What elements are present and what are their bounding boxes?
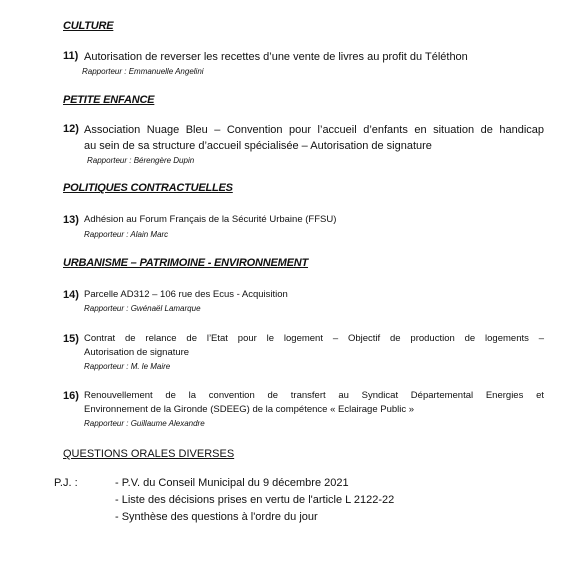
item-number: 12) [63, 123, 79, 135]
item-number: 16) [63, 390, 79, 402]
pj-item: - P.V. du Conseil Municipal du 9 décembre 2021 [115, 477, 349, 489]
questions-orales-heading: QUESTIONS ORALES DIVERSES [63, 448, 235, 460]
item-title: Renouvellement de la convention de transfert au Syndicat Départemental Energies et Environnement de la Gironde (SDEEG) de la compétence « Eclairage Public » [84, 390, 544, 415]
item-number: 11) [63, 50, 79, 62]
item-title: Autorisation de reverser les recettes d’une vente de livres au profit du Téléthon [84, 51, 468, 63]
section-heading-politiques-contractuelles: POLITIQUES CONTRACTUELLES [63, 182, 233, 194]
item-title: Association Nuage Bleu – Convention pour l’accueil d’enfants en situation de handicap au sein de sa structure d’accueil spécialisée – Autorisation de signature [84, 124, 544, 152]
item-title: Adhésion au Forum Français de la Sécurité Urbaine (FFSU) [84, 214, 337, 225]
pj-item: - Synthèse des questions à l'ordre du jour [115, 511, 318, 523]
item-number: 15) [63, 333, 79, 345]
pj-item: - Liste des décisions prises en vertu de l'article L 2122-22 [115, 494, 395, 506]
item-rapporteur: Rapporteur : M. le Maire [84, 362, 171, 371]
item-title: Parcelle AD312 – 106 rue des Ecus - Acquisition [84, 289, 288, 300]
pj-list [115, 475, 394, 526]
section-heading-culture: CULTURE [63, 20, 114, 32]
pj-label: P.J. : [54, 477, 78, 489]
item-number: 14) [63, 289, 79, 301]
item-number: 13) [63, 214, 79, 226]
item-title: Contrat de relance de l’Etat pour le logement – Objectif de production de logements – Autorisation de signature [84, 333, 544, 358]
section-heading-urbanisme: URBANISME – PATRIMOINE - ENVIRONNEMENT [63, 257, 309, 269]
item-rapporteur: Rapporteur : Bérengère Dupin [87, 156, 195, 165]
section-heading-petite-enfance: PETITE ENFANCE [63, 94, 155, 106]
item-rapporteur: Rapporteur : Gwénaël Lamarque [84, 304, 201, 313]
item-rapporteur: Rapporteur : Alain Marc [84, 230, 169, 239]
item-rapporteur: Rapporteur : Guillaume Alexandre [84, 419, 205, 428]
item-rapporteur: Rapporteur : Emmanuelle Angelini [82, 67, 204, 76]
